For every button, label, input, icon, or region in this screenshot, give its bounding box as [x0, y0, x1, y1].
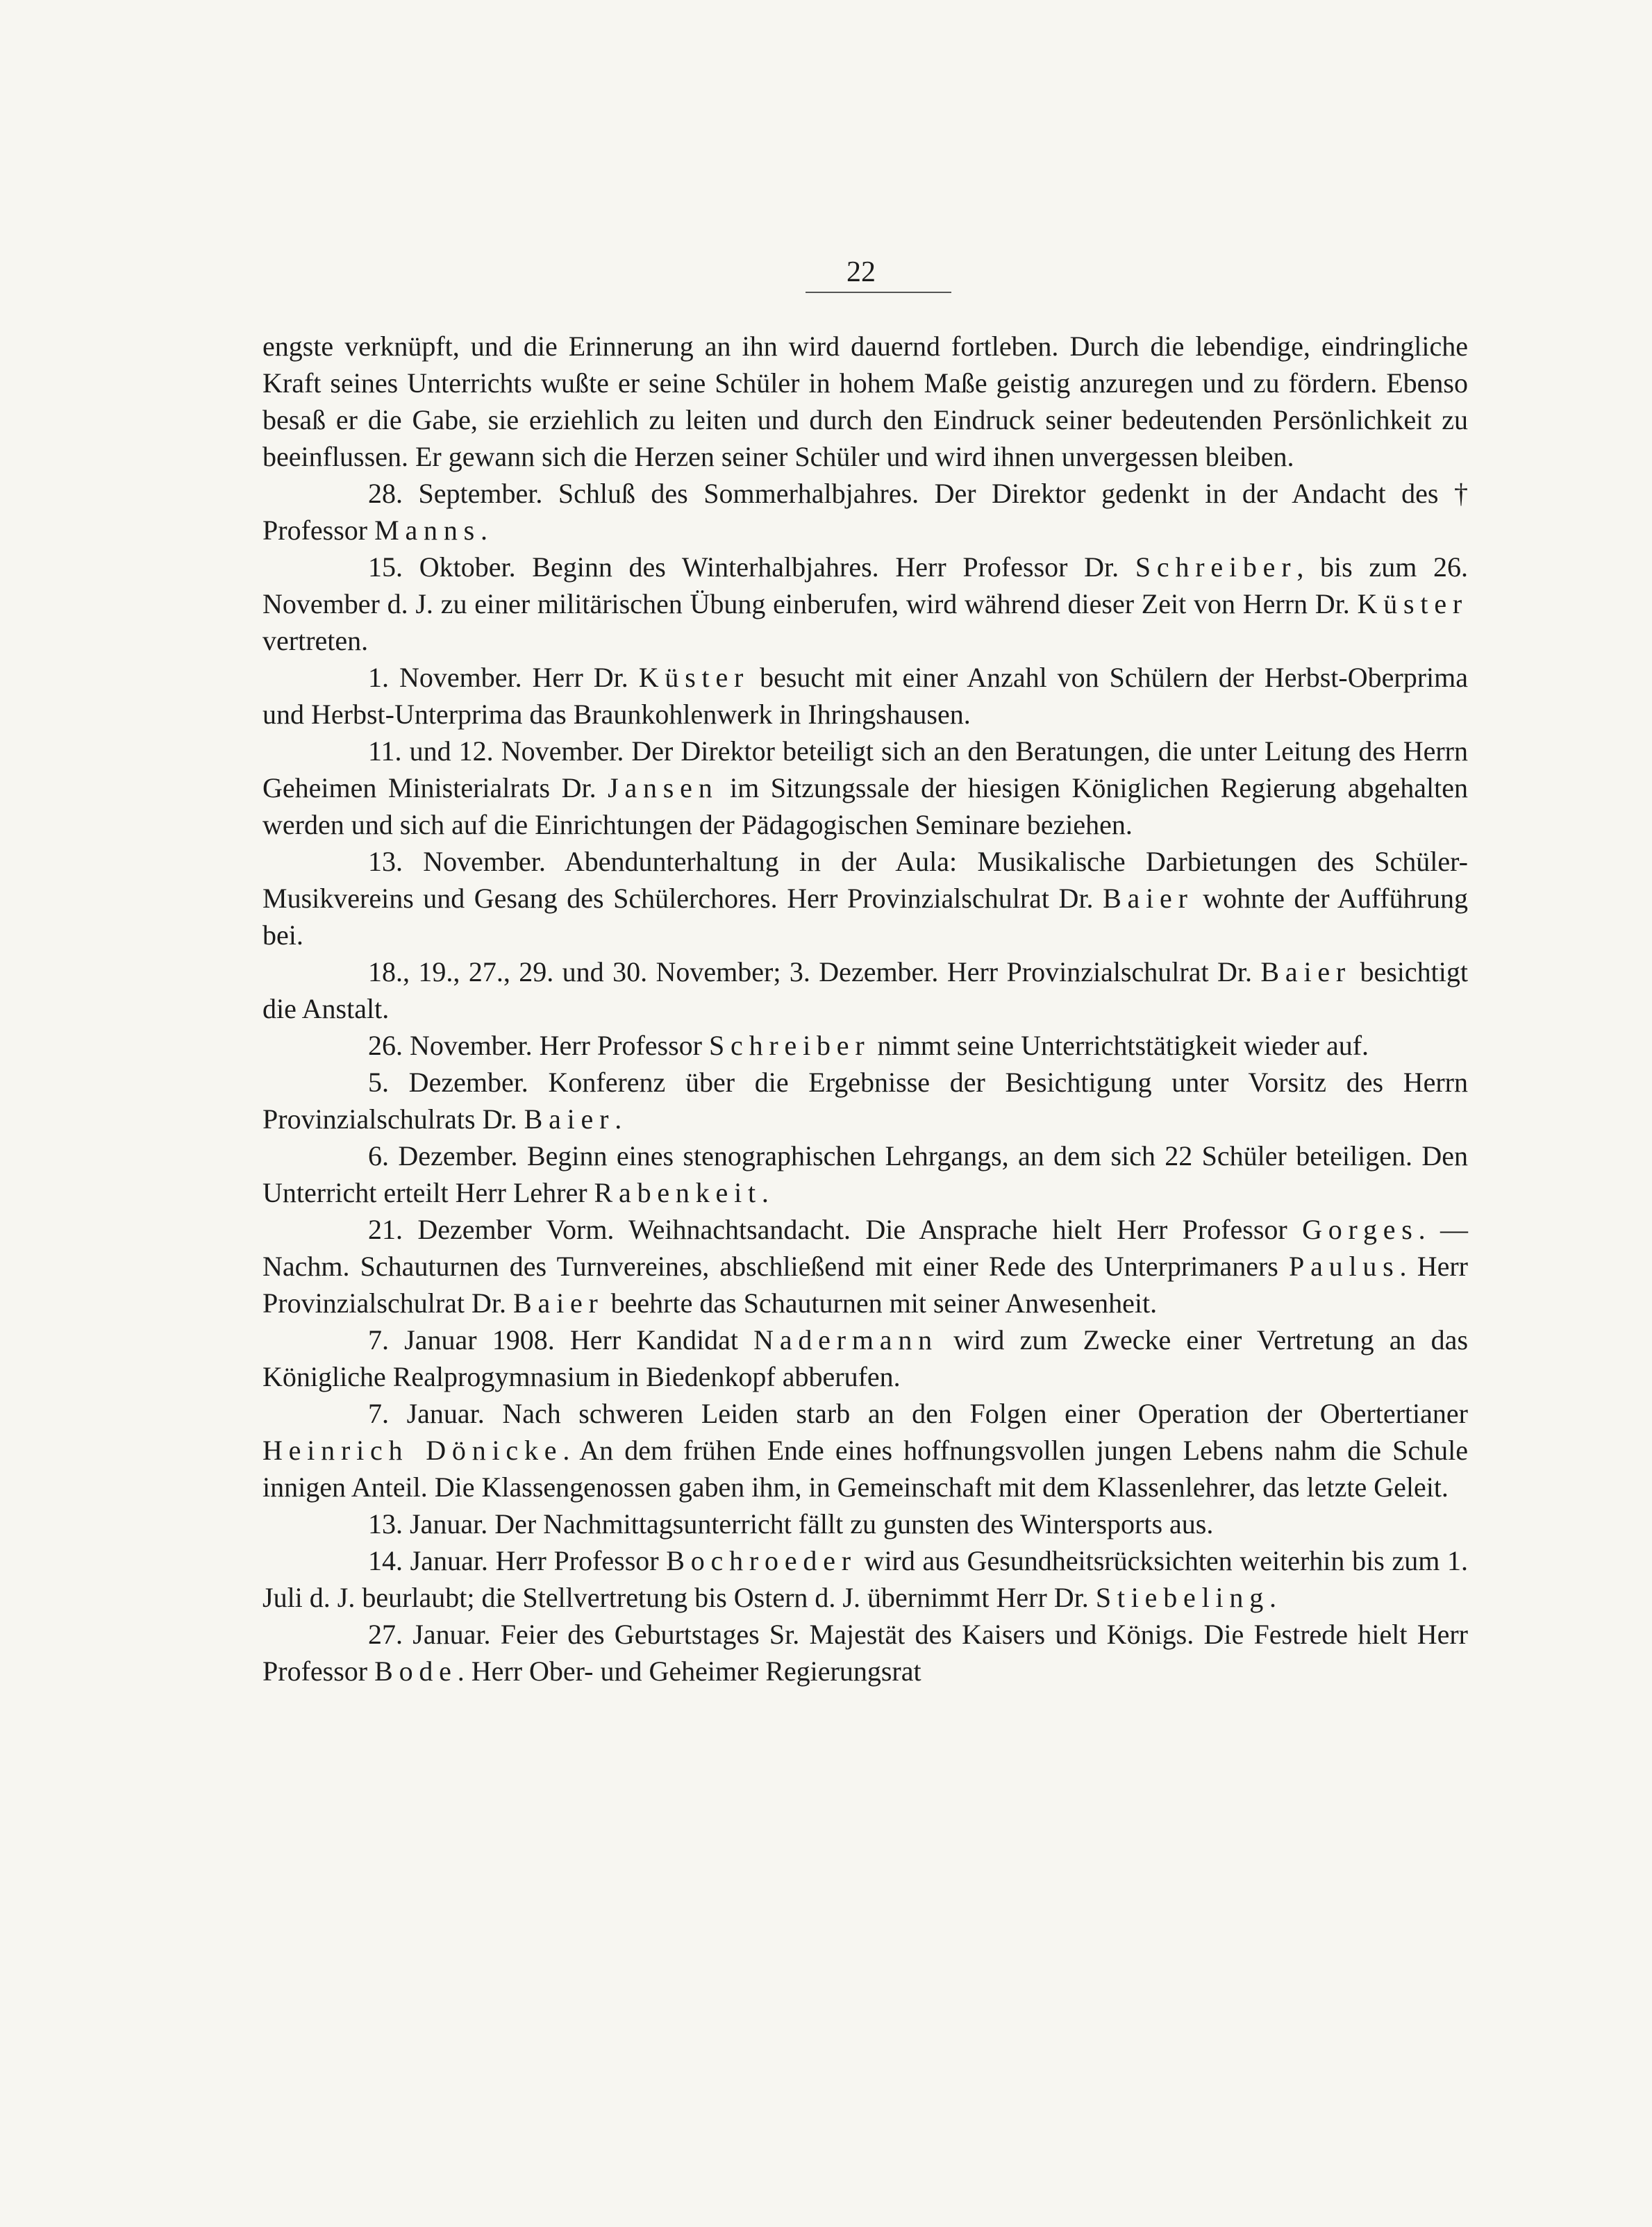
page-number: 22 — [846, 256, 876, 288]
text-run: besichtigt die Anstalt. — [262, 956, 1468, 1024]
spaced-name: Bochroeder — [666, 1545, 857, 1576]
text-run: . — [761, 1177, 769, 1208]
text-run: nimmt seine Unterrichtstätigkeit wieder auf. — [870, 1030, 1369, 1061]
text-run: 11. und 12. November. Der Direktor beteiligt sich an den Beratungen, die unter Leitung des Herrn Geheimen Ministerialrats Dr. — [262, 735, 1468, 803]
page-number-rule — [806, 292, 951, 293]
text-run: im Sitzungssale der hiesigen Königlichen Regierung abgehalten werden und sich auf die Einrichtungen der Pädagogischen Seminare beziehen. — [262, 772, 1469, 840]
text-run: 14. Januar. Herr Professor — [368, 1545, 667, 1576]
text-run: 1. November. Herr Dr. — [368, 662, 639, 693]
text-run: 13. Januar. Der Nachmittagsunterricht fällt zu gunsten des Wintersports aus. — [368, 1508, 1214, 1540]
text-run: 18., 19., 27., 29. und 30. November; 3. Dezember. Herr Provinzialschulrat Dr. — [368, 956, 1261, 987]
paragraph — [262, 659, 1468, 733]
paragraph — [262, 843, 1468, 953]
text-run: . — [480, 515, 487, 546]
text-run: , bis zum 26. November d. J. zu einer militärischen Übung einberufen, wird während dieser Zeit von Herrn Dr. — [262, 551, 1469, 619]
text-run: . An dem frühen Ende eines hoffnungsvollen jungen Lebens nahm die Schule innigen Anteil. Die Klassengenossen gaben ihm, in Gemeinschaft mit dem Klassenlehrer, das letzte Geleit. — [262, 1435, 1469, 1503]
text-run: . Herr Provinzialschulrat Dr. — [262, 1251, 1468, 1319]
spaced-name: Paulus — [1289, 1251, 1400, 1282]
spaced-name: Baier — [524, 1103, 615, 1135]
spaced-name: Baier — [1103, 883, 1194, 914]
text-run: . — [1269, 1582, 1277, 1613]
spaced-name: Rabenkeit — [594, 1177, 762, 1208]
spaced-name: Küster — [1357, 588, 1468, 619]
text-run: . — Nachm. Schauturnen des Turnvereines, abschließend mit einer Rede des Unterprimaners — [262, 1214, 1469, 1282]
text-run: besucht mit einer Anzahl von Schülern der Herbst-Oberprima und Herbst-Unterprima das Braunkohlenwerk in Ihringshausen. — [262, 662, 1468, 730]
text-run: beehrte das Schauturnen mit seiner Anwesenheit. — [603, 1287, 1158, 1319]
paragraph — [262, 953, 1468, 1027]
text-run: 7. Januar 1908. Herr Kandidat — [368, 1324, 754, 1356]
spaced-name: Jansen — [608, 772, 719, 803]
text-run: 7. Januar. Nach schweren Leiden starb an den Folgen einer Operation der Obertertianer — [368, 1398, 1468, 1429]
paragraph — [262, 1211, 1468, 1321]
spaced-name: Schreiber — [1135, 551, 1297, 583]
text-run: wohnte der Aufführung bei. — [262, 883, 1469, 951]
paragraph — [262, 1137, 1468, 1211]
paragraph — [262, 1542, 1468, 1616]
paragraph — [262, 1064, 1468, 1137]
text-run: wird zum Zwecke einer Vertretung an das Königliche Realprogymnasium in Biedenkopf abberufen. — [262, 1324, 1469, 1392]
paragraph — [262, 1616, 1468, 1690]
paragraph — [262, 1321, 1468, 1395]
text-run: 28. September. Schluß des Sommerhalbjahres. Der Direktor gedenkt in der Andacht des † Professor — [262, 478, 1468, 546]
text-run: 21. Dezember Vorm. Weihnachtsandacht. Die Ansprache hielt Herr Professor — [368, 1214, 1303, 1245]
spaced-name: Manns — [374, 515, 481, 546]
spaced-name: Küster — [638, 662, 750, 693]
spaced-name: Gorges — [1302, 1214, 1419, 1245]
text-run: 6. Dezember. Beginn eines stenographischen Lehrgangs, an dem sich 22 Schüler beteiligen. Den Unterricht erteilt Herr Lehrer — [262, 1140, 1468, 1208]
spaced-name: Nadermann — [753, 1324, 938, 1356]
paragraph — [262, 1505, 1468, 1542]
text-run: 26. November. Herr Professor — [368, 1030, 709, 1061]
paragraph — [262, 1027, 1468, 1064]
text-run: 5. Dezember. Konferenz über die Ergebnisse der Besichtigung unter Vorsitz des Herrn Provinzialschulrats Dr. — [262, 1067, 1468, 1135]
text-run: wird aus Gesundheitsrücksichten weiterhin bis zum 1. Juli d. J. beurlaubt; die Stellvertretung bis Ostern d. J. übernimmt Herr Dr. — [262, 1545, 1468, 1613]
text-run: 15. Oktober. Beginn des Winterhalbjahres. Herr Professor Dr. — [368, 551, 1135, 583]
paragraph — [262, 475, 1468, 549]
paragraph — [262, 549, 1468, 659]
text-run: . Herr Ober- und Geheimer Regierungsrat — [457, 1655, 921, 1687]
paragraph — [262, 733, 1468, 843]
text-run: 27. Januar. Feier des Geburtstages Sr. Majestät des Kaisers und Königs. Die Festrede hielt Herr Professor — [262, 1619, 1468, 1687]
spaced-name: Heinrich Dönicke — [262, 1435, 563, 1466]
paragraph — [262, 328, 1468, 475]
spaced-name: Bode — [374, 1655, 458, 1687]
text-run: vertreten. — [262, 625, 369, 656]
spaced-name: Stiebeling — [1095, 1582, 1270, 1613]
spaced-name: Schreiber — [709, 1030, 871, 1061]
spaced-name: Baier — [1260, 956, 1352, 987]
spaced-name: Baier — [513, 1287, 604, 1319]
paragraph — [262, 1395, 1468, 1505]
text-run: . — [615, 1103, 622, 1135]
text-run: engste verknüpft, und die Erinnerung an ihn wird dauernd fortleben. Durch die lebendige, eindringliche Kraft seines Unterrichts wußte er seine Schüler in hohem Maße geistig anzuregen und zu fördern. Ebenso besaß er die Gabe, sie erziehlich zu leiten und durch den Eindruck seiner bedeutenden Persönlichkeit zu beeinflussen. Er gewann sich die Herzen seiner Schüler und wird ihnen unvergessen bleiben. — [262, 331, 1468, 472]
document-body — [262, 328, 1468, 1690]
text-run: 13. November. Abendunterhaltung in der Aula: Musikalische Darbietungen des Schüler-Musikvereins und Gesang des Schülerchores. Herr Provinzialschulrat Dr. — [262, 846, 1468, 914]
